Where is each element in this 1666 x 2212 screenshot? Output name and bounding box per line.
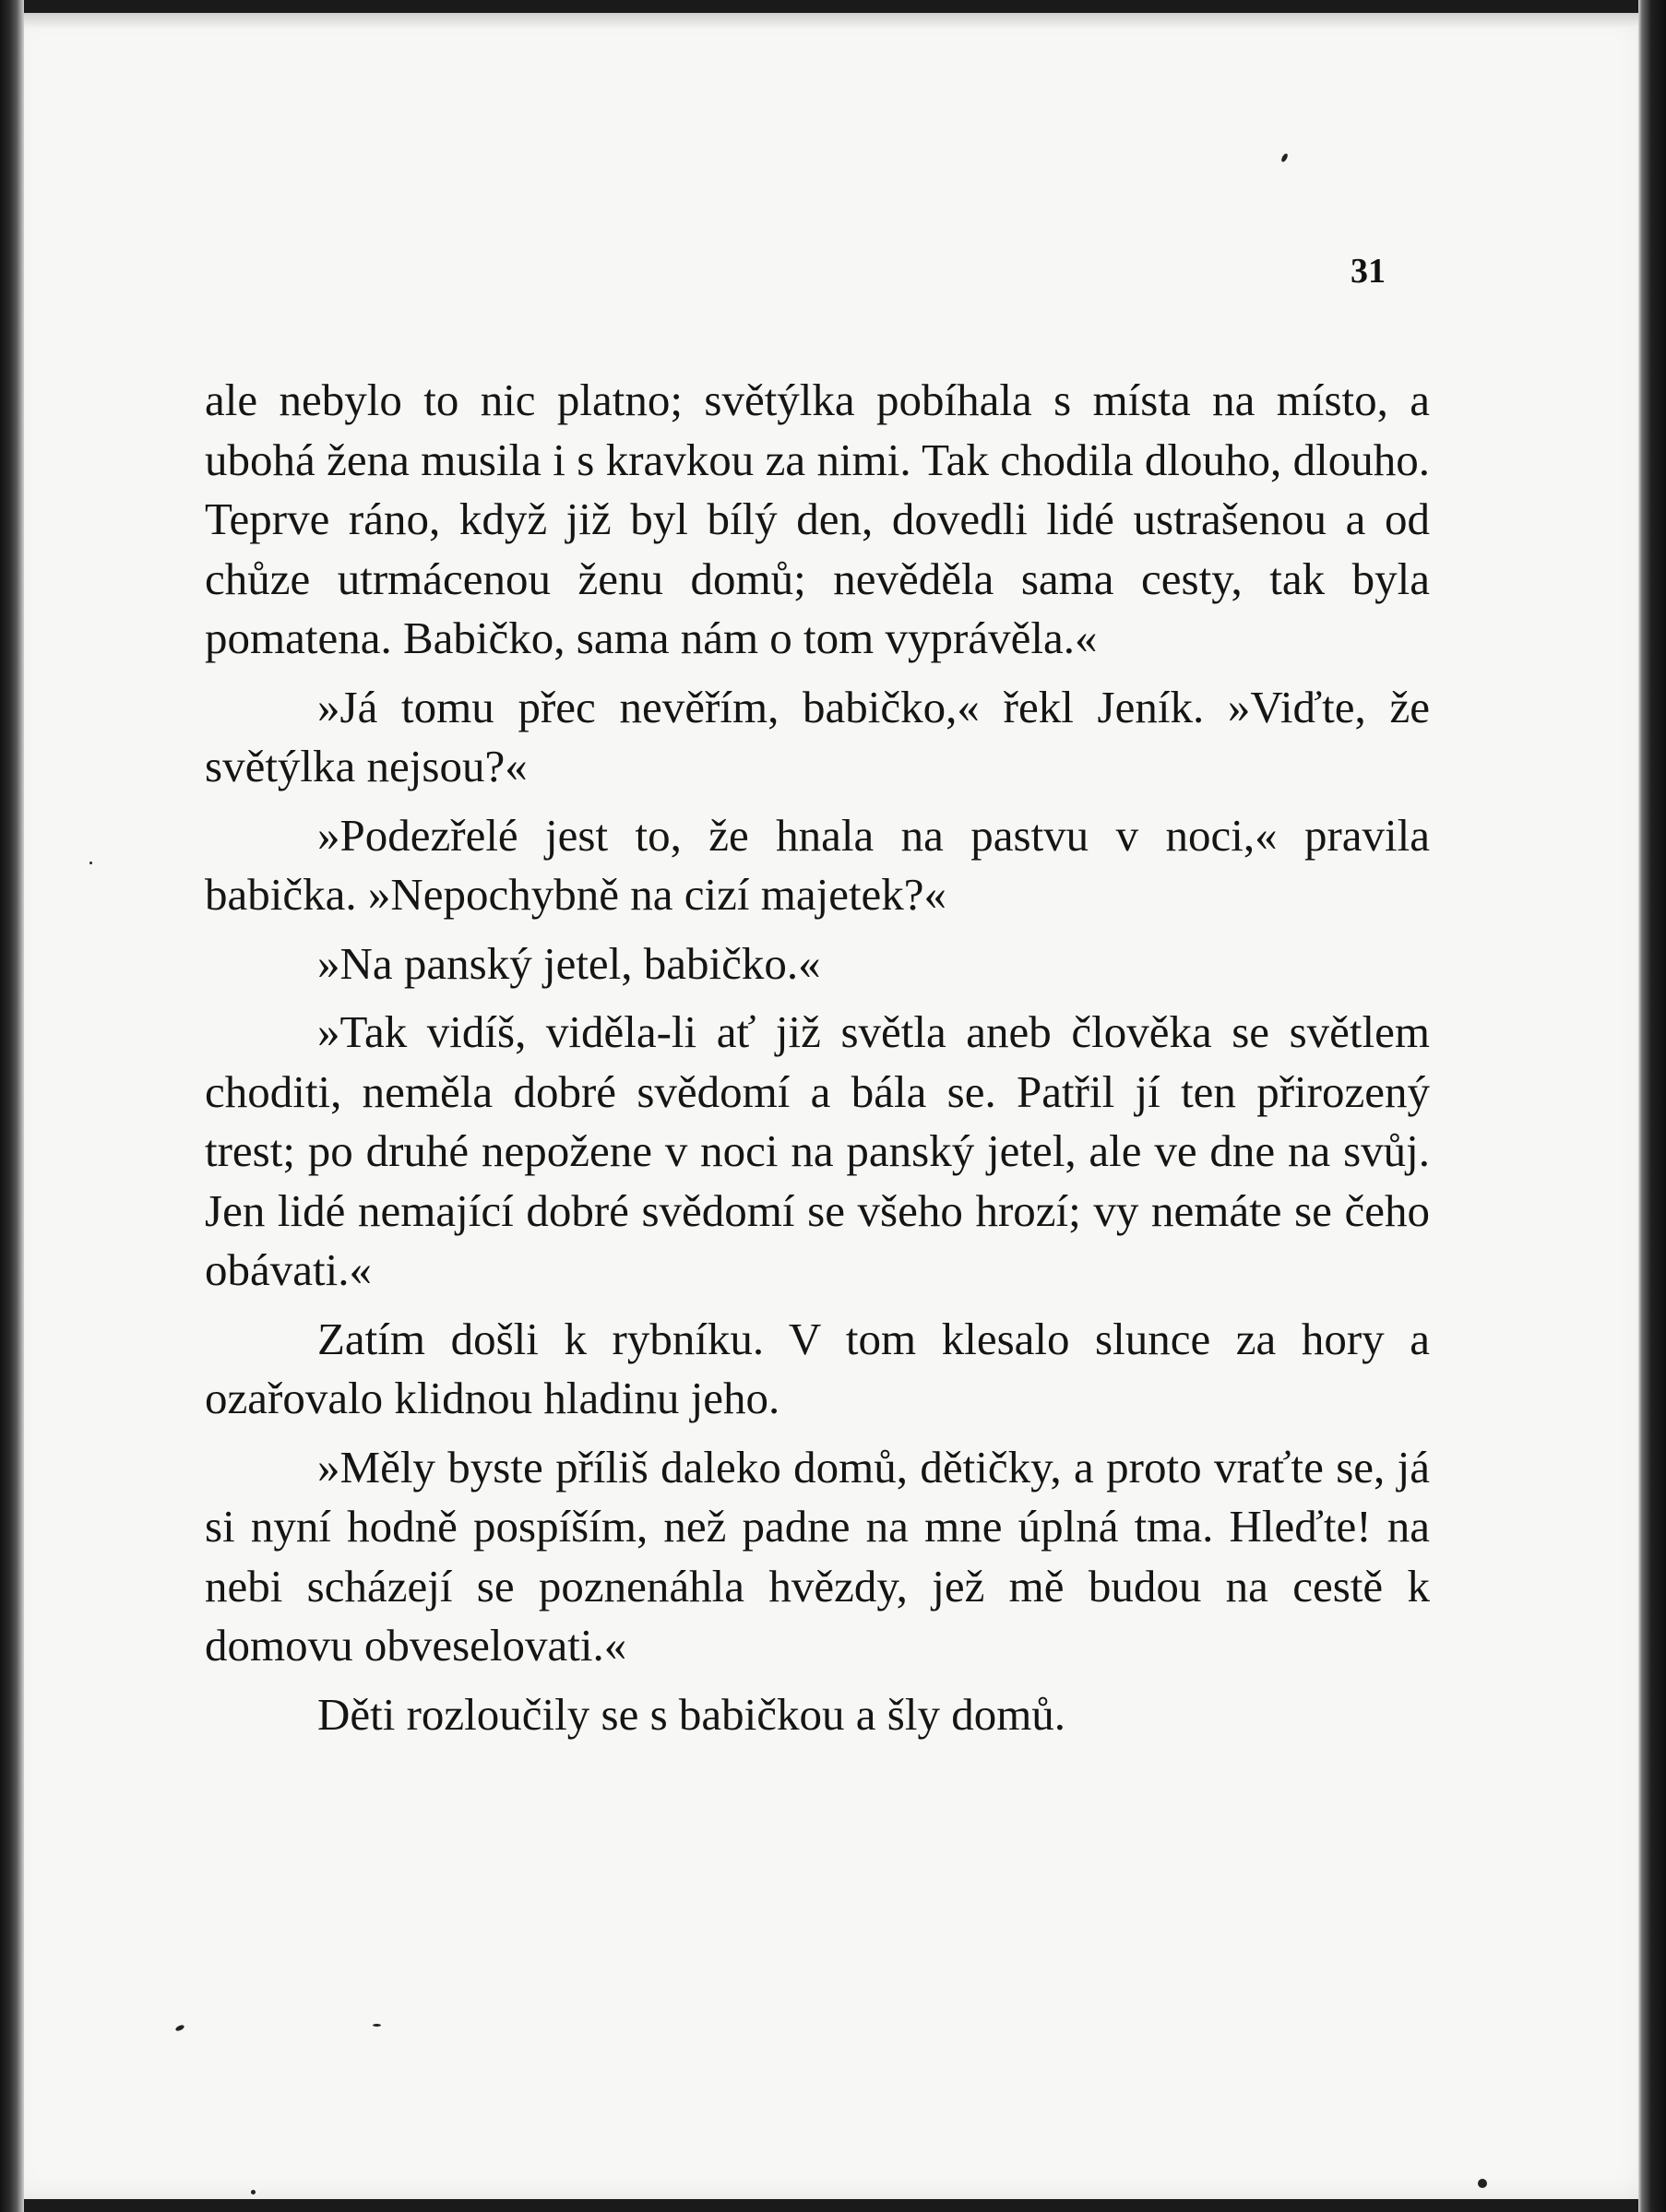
paragraph: Děti rozloučily se s babičkou a šly domů. (317, 1688, 1066, 1740)
page-top-edge (11, 13, 1644, 28)
paragraph: »Tak vidíš, viděla-li ať již světla aneb člověka se světlem choditi, neměla dobré svědomí a bála se. Patřil jí ten přirozený trest; po druhé nepožene v noci na panský jetel, ale ve dne na svůj. Jen lidé nemající dobré svědomí se všeho hrozí; vy nemáte se čeho obávati.« (205, 1006, 1430, 1295)
paragraph: »Já tomu přec nevěřím, babičko,« řekl Jeník. »Viďte, že světýlka nejsou?« (205, 681, 1430, 791)
paragraph: ale nebylo to nic platno; světýlka pobíhala s místa na místo, a ubohá žena musila i s kravkou za nimi. Tak chodila dlouho, dlouho. Teprve ráno, když již byl bílý den, dovedli lidé ustrašenou a od chůze utrmácenou ženu domů; nevěděla sama cesty, tak byla pomatena. Babičko, sama nám o tom vyprávěla.« (205, 375, 1430, 663)
paragraph: Zatím došli k rybníku. V tom klesalo slunce za hory a ozařovalo klidnou hladinu jeho. (205, 1313, 1430, 1423)
paragraph: »Na panský jetel, babičko.« (317, 937, 821, 989)
paragraph: »Měly byste příliš daleko domů, dětičky, a proto vraťte se, já si nyní hodně pospíším, než padne na mne úplná tma. Hleďte! na nebi scházejí se poznenáhla hvězdy, jež mě budou na cestě k domovu obveselovati.« (205, 1441, 1430, 1671)
ink-speck (1280, 152, 1289, 162)
ink-speck (174, 2024, 184, 2032)
ink-speck (251, 2190, 256, 2194)
paragraph: »Podezřelé jest to, že hnala na pastvu v noci,« pravila babička. »Nepochybně na cizí majetek?« (205, 809, 1430, 920)
page-binding-edge (0, 0, 24, 2212)
ink-speck (1478, 2179, 1487, 2188)
ink-speck (89, 862, 92, 864)
body-text (205, 371, 1430, 1754)
ink-speck (373, 2024, 381, 2027)
book-page (11, 13, 1644, 2199)
page-right-edge (1638, 0, 1666, 2212)
page-number: 31 (1351, 252, 1386, 291)
